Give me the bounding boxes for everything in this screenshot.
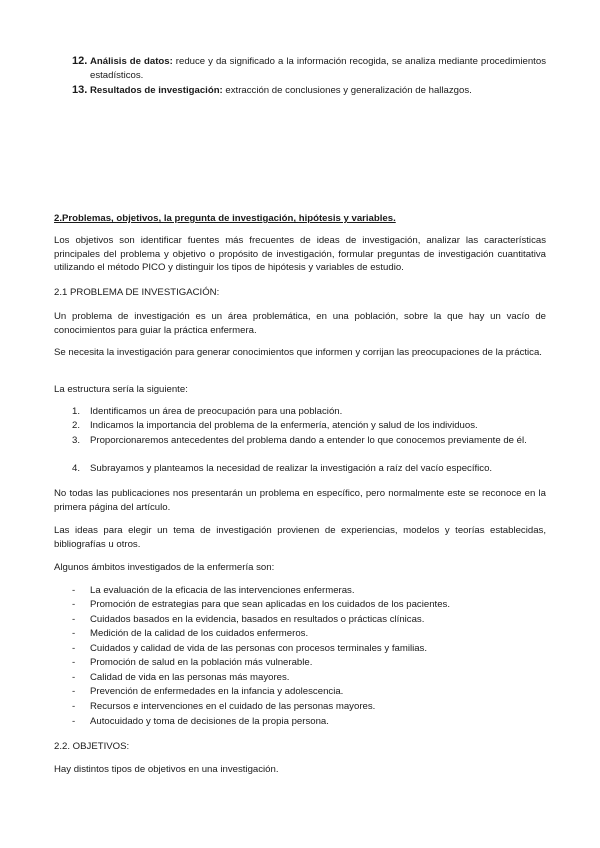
- list-item: - Cuidados y calidad de vida de las personas con procesos terminales y familias.: [72, 643, 428, 654]
- paragraph-ideas: Las ideas para elegir un tema de investigación provienen de experiencias, modelos y teorías establecidas, bibliografías u otros.: [54, 525, 546, 550]
- list-item: - Calidad de vida en las personas más mayores.: [72, 672, 290, 683]
- list-item: - Promoción de salud en la población más vulnerable.: [72, 657, 313, 668]
- list-item: 1. Identificamos un área de preocupación para una población.: [72, 406, 343, 417]
- list-item: 4. Subrayamos y planteamos la necesidad de realizar la investigación a raíz del vacío específico.: [72, 463, 493, 474]
- paragraph-problema: Un problema de investigación es un área problemática, en una población, sobre la que hay un vacío de conocimientos para guiar la práctica enfermera.: [54, 311, 546, 336]
- paragraph-objetivos: Hay distintos tipos de objetivos en una investigación.: [54, 764, 279, 775]
- list-item: 3. Proporcionaremos antecedentes del problema dando a entender lo que conocemos previamente de él.: [72, 435, 527, 446]
- list-item: - Promoción de estrategias para que sean aplicadas en los cuidados de los pacientes.: [72, 599, 450, 610]
- paragraph-estructura: La estructura sería la siguiente:: [54, 384, 188, 395]
- list-item: - Medición de la calidad de los cuidados enfermeros.: [72, 628, 309, 639]
- list-item: - Recursos e intervenciones en el cuidado de las personas mayores.: [72, 701, 376, 712]
- term-analisis-datos: Análisis de datos:: [90, 56, 173, 67]
- list-item: - Autocuidado y toma de decisiones de la propia persona.: [72, 716, 329, 727]
- list-number: 13.: [72, 84, 88, 96]
- list-item: - La evaluación de la eficacia de las intervenciones enfermeras.: [72, 585, 355, 596]
- paragraph-necesidad: Se necesita la investigación para generar conocimientos que informen y corrijan las preocupaciones de la práctica.: [54, 347, 542, 358]
- list-number: 12.: [72, 55, 88, 67]
- list-item-12: [72, 55, 546, 82]
- list-item: - Cuidados basados en la evidencia, basados en resultados o prácticas clínicas.: [72, 614, 425, 625]
- list-item-13: [72, 84, 546, 98]
- list-item: 2. Indicamos la importancia del problema de la enfermería, atención y salud de los individuos.: [72, 420, 478, 431]
- subheading-problema: 2.1 PROBLEMA DE INVESTIGACIÓN:: [54, 287, 220, 298]
- subheading-objetivos: 2.2. OBJETIVOS:: [54, 741, 130, 752]
- paragraph-publicaciones: No todas las publicaciones nos presentarán un problema en específico, pero normalmente este se reconoce en la primera página del artículo.: [54, 488, 546, 513]
- intro-paragraph: Los objetivos son identificar fuentes más frecuentes de ideas de investigación, analizar las características principales del problema y objetivo o propósito de investigación, formular preguntas de investigación cuantitativa utilizando el método PICO y distinguir los tipos de hipótesis y variables de estudio.: [54, 235, 546, 274]
- term-description: extracción de conclusiones y generalización de hallazgos.: [222, 85, 472, 96]
- section-heading: 2.Problemas, objetivos, la pregunta de investigación, hipótesis y variables.: [54, 213, 396, 224]
- term-resultados: Resultados de investigación:: [90, 85, 223, 96]
- paragraph-ambitos: Algunos ámbitos investigados de la enfermería son:: [54, 562, 275, 573]
- term-description: reduce y da significado a la información recogida, se analiza mediante procedimientos estadísticos.: [90, 56, 546, 81]
- list-item: - Prevención de enfermedades en la infancia y adolescencia.: [72, 686, 344, 697]
